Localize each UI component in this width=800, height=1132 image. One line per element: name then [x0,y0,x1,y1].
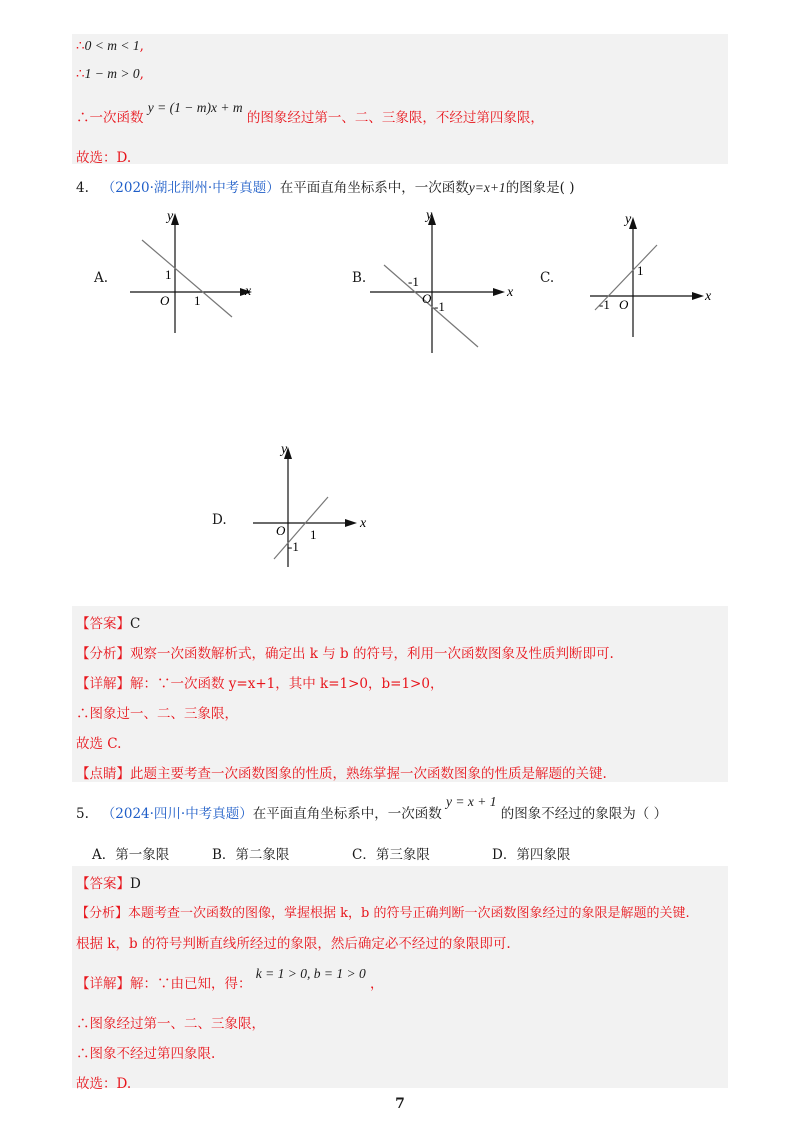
origin-label: O [422,291,432,306]
solution-line-1: ∴0 < m < 1, [76,38,144,54]
option-d-graph [248,435,378,570]
solution-line-3: ∴一次函数 y = (1 − m)x + m 的图象经过第一、二、三象限，不经过第四象限， [76,100,544,126]
y-axis-label: y [426,208,433,223]
q5-analysis: 【分析】本题考查一次函数的图像，掌握根据 k，b 的符号正确判断一次函数图象经过的象限是解题的关键. [76,906,690,921]
q4-analysis: 【分析】观察一次函数解析式，确定出 k 与 b 的符号，利用一次函数图象及性质判断即可. [76,646,614,662]
y-intercept-label: 1 [637,263,644,278]
solution-line-2: ∴1 − m > 0, [76,66,144,82]
option-a-graph [130,205,260,335]
option-d-label: D. [212,512,227,528]
q5-analysis-line-2: 根据 k，b 的符号判断直线所经过的象限，然后确定必不经过的象限即可. [76,936,511,952]
q5-detail: 【详解】解：∵由已知，得： k = 1 > 0, b = 1 > 0 ， [76,966,384,992]
q4-answer: 【答案】C [76,616,141,632]
solution-line-4: 故选：D. [76,150,132,166]
option-c-label: C. [540,270,555,286]
q5-option-a: A．第一象限 [92,847,170,863]
q5-detail-line-2: ∴图象经过第一、二、三象限， [76,1016,265,1032]
solution-block-q4 [72,606,728,782]
x-axis-label: x [245,284,252,299]
solution-block-previous [72,34,728,164]
origin-label: O [160,293,170,308]
y-intercept-label: -1 [288,539,299,554]
y-intercept-label: 1 [165,267,172,282]
x-intercept-label: 1 [194,293,201,308]
x-intercept-label: -1 [599,297,610,312]
y-axis-label: y [625,212,632,227]
x-intercept-label: 1 [310,527,317,542]
x-axis-label: x [360,516,367,531]
y-axis-label: y [281,442,288,457]
q5-detail-line-3: ∴图象不经过第四象限. [76,1046,216,1062]
question-5-stem: 5. （2024·四川·中考真题）在平面直角坐标系中，一次函数 y = x + 1 的图象不经过的象限为（ ） [76,794,668,822]
page-number: 7 [395,1096,405,1112]
q4-detail-line-2: ∴图象过一、二、三象限， [76,706,238,722]
question-4-stem: 4. （2020·湖北荆州·中考真题）在平面直角坐标系中，一次函数y=x+1的图象是( ) [76,180,575,196]
q4-comment: 【点睛】此题主要考查一次函数图象的性质，熟练掌握一次函数图象的性质是解题的关键. [76,766,607,782]
q5-detail-line-4: 故选：D. [76,1076,132,1092]
option-c-graph [585,205,720,340]
y-axis-label: y [167,209,174,224]
origin-label: O [619,297,629,312]
q5-option-b: B．第二象限 [212,847,290,863]
x-intercept-label: -1 [408,274,419,289]
x-axis-label: x [507,285,514,300]
x-axis-label: x [705,289,712,304]
option-a-label: A. [94,270,109,286]
q4-detail-line-3: 故选 C. [76,736,122,752]
y-intercept-label: -1 [434,299,445,314]
q5-option-d: D．第四象限 [492,847,571,863]
q5-answer: 【答案】D [76,876,141,892]
q5-option-c: C．第三象限 [352,847,430,863]
option-b-label: B. [352,270,367,286]
origin-label: O [276,523,286,538]
q4-detail: 【详解】解：∵一次函数 y=x+1，其中 k=1>0，b=1>0， [76,676,444,692]
option-b-graph [370,205,530,355]
